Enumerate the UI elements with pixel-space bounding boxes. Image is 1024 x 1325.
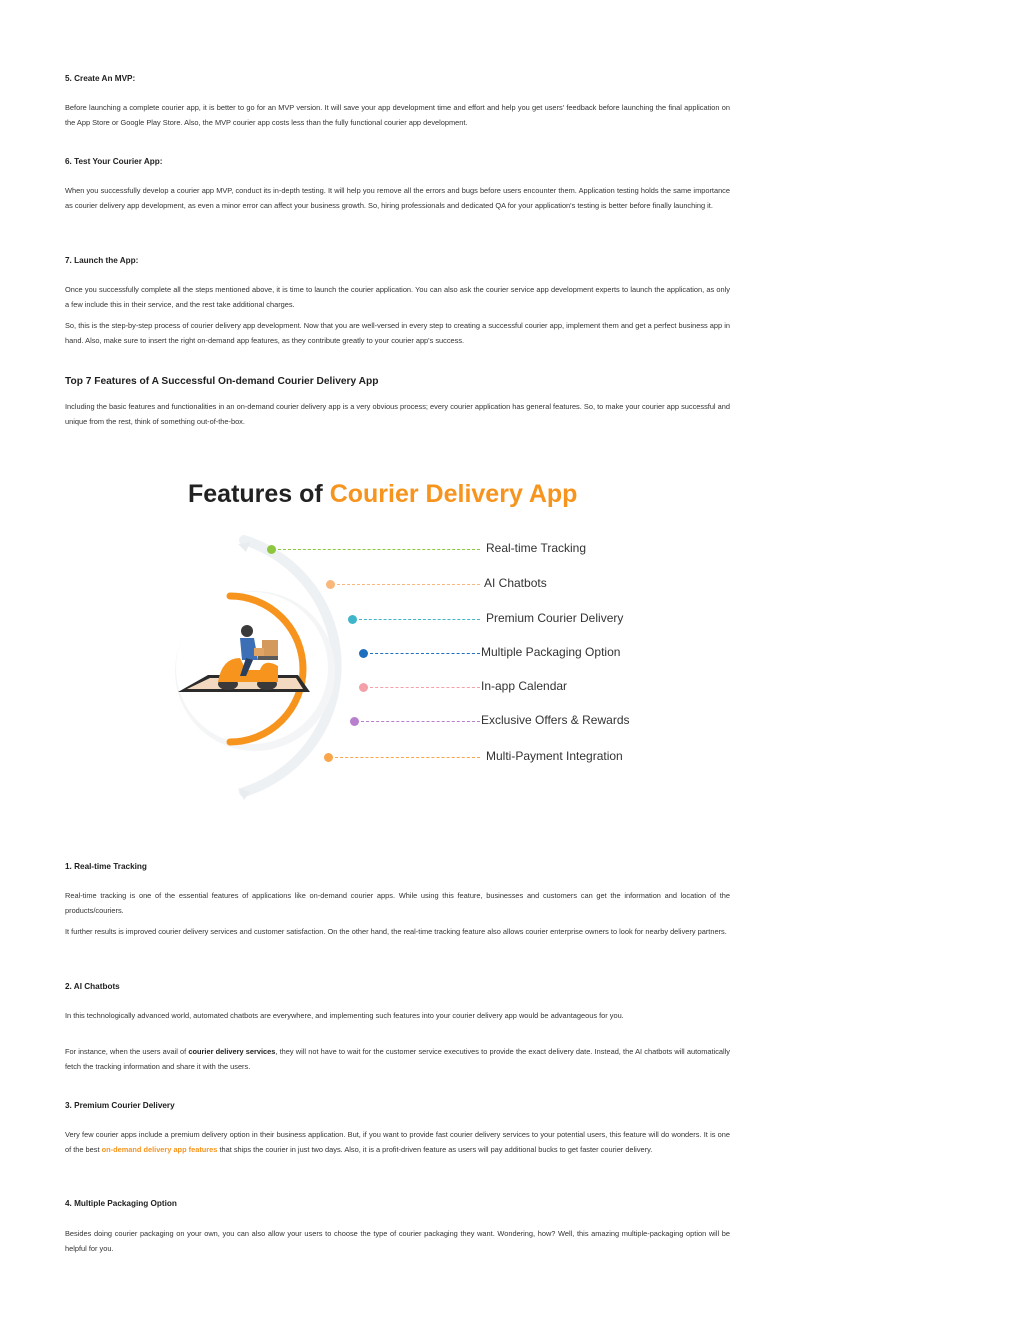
heading-top-7-features: Top 7 Features of A Successful On-demand Courier Delivery App: [65, 376, 379, 387]
link-on-demand-delivery-app-features[interactable]: on-demand delivery app features: [101, 1145, 218, 1154]
delivery-box: [262, 640, 278, 656]
heading-launch-app: 7. Launch the App:: [65, 256, 139, 265]
feature-label-3: Premium Courier Delivery: [486, 611, 624, 625]
feature-dot-5: [359, 683, 368, 692]
box-rack: [258, 656, 278, 660]
rider-parcel: [254, 648, 264, 656]
feature-label-5: In-app Calendar: [481, 679, 568, 693]
paragraph-launch-app-1: Once you successfully complete all the steps mentioned above, it is time to launch the courier application. You can also ask the courier service app development experts to launch the application, as only a few include this in their service, and the rest take additional charges.: [65, 285, 730, 309]
feature-label-1: Real-time Tracking: [486, 541, 587, 555]
feature-connector-5: [370, 687, 480, 688]
feature-connector-7: [335, 757, 480, 758]
paragraph-top-7-features: Including the basic features and functionalities in an on-demand courier delivery app is a very obvious process; every courier application has general features. So, to make your courier app successful and unique from the rest, think of something out-of-the-box.: [65, 402, 730, 426]
feature-dot-3: [348, 615, 357, 624]
paragraph-multiple-packaging-option: Besides doing courier packaging on your own, you can also allow your users to choose the type of courier packaging they want. Wondering, how? Well, this amazing multiple-packaging option will be helpful for you.: [65, 1229, 730, 1253]
feature-dot-6: [350, 717, 359, 726]
heading-ai-chatbots: 2. AI Chatbots: [65, 982, 120, 991]
feature-dot-2: [326, 580, 335, 589]
feature-connector-1: [278, 549, 480, 550]
heading-premium-courier-delivery: 3. Premium Courier Delivery: [65, 1101, 175, 1110]
feature-dot-4: [359, 649, 368, 658]
paragraph-create-mvp: Before launching a complete courier app, it is better to go for an MVP version. It will save your app development time and effort and help you get users' feedback before launching the final application on the App Store or Google Play Store. Also, the MVP courier app costs less than the fully functional courier app development.: [65, 103, 730, 127]
feature-label-4: Multiple Packaging Option: [481, 645, 621, 659]
infographic-title: Features of Courier Delivery App: [188, 480, 578, 508]
rider-helmet: [241, 625, 253, 637]
link-courier-delivery-services[interactable]: courier delivery services: [188, 1047, 276, 1056]
paragraph-test-app: When you successfully develop a courier app MVP, conduct its in-depth testing. It will help you remove all the errors and bugs before users encounter them. Application testing holds the same importance as courier delivery app development, as even a minor error can affect your business growth. So, hiring professionals and dedicated QA for your application's testing is better before finally launching it.: [65, 186, 730, 210]
paragraph-launch-app-2: So, this is the step-by-step process of courier delivery app development. Now that you are well-versed in every step to creating a successful courier app, implement them and get a perfect business app in hand. Also, make sure to insert the right on-demand app features, as they contribute greatly to your courier app's success.: [65, 321, 730, 345]
paragraph-ai-chatbots-2: For instance, when the users avail of courier delivery services, they will not have to wait for the customer service executives to provide the exact delivery date. Instead, the AI chatbots will automatically fetch the tracking information and share it with the users.: [65, 1047, 730, 1071]
feature-label-6: Exclusive Offers & Rewards: [481, 713, 630, 727]
feature-dot-1: [267, 545, 276, 554]
arc-arrow-top: [238, 542, 250, 552]
feature-label-2: AI Chatbots: [484, 576, 547, 590]
features-infographic: [160, 470, 660, 810]
paragraph-real-time-tracking-1: Real-time tracking is one of the essential features of applications like on-demand courier apps. While using this feature, businesses and customers can get the information and location of the products/couriers.: [65, 891, 730, 915]
feature-dot-7: [324, 753, 333, 762]
feature-connector-4: [370, 653, 480, 654]
heading-test-app: 6. Test Your Courier App:: [65, 157, 163, 166]
paragraph-premium-courier-delivery: Very few courier apps include a premium delivery option in their business application. But, if you want to provide fast courier delivery services to your potential users, this feature will do wonders. It is one of the best on-demand delivery app features that ships the courier in just two days. Also, it is a profit-driven feature as users will pay additional bucks to get faster courier delivery.: [65, 1130, 730, 1154]
feature-connector-3: [359, 619, 480, 620]
feature-label-7: Multi-Payment Integration: [486, 749, 623, 763]
paragraph-real-time-tracking-2: It further results is improved courier delivery services and customer satisfaction. On the other hand, the real-time tracking feature also allows courier enterprise owners to look for nearby delivery partners.: [65, 927, 727, 936]
heading-multiple-packaging-option: 4. Multiple Packaging Option: [65, 1199, 177, 1208]
heading-create-mvp: 5. Create An MVP:: [65, 74, 136, 83]
feature-connector-2: [337, 584, 480, 585]
feature-connector-6: [361, 721, 480, 722]
heading-real-time-tracking: 1. Real-time Tracking: [65, 862, 147, 871]
paragraph-ai-chatbots-1: In this technologically advanced world, automated chatbots are everywhere, and implementing such features into your courier delivery app would be advantageous for you.: [65, 1011, 624, 1020]
